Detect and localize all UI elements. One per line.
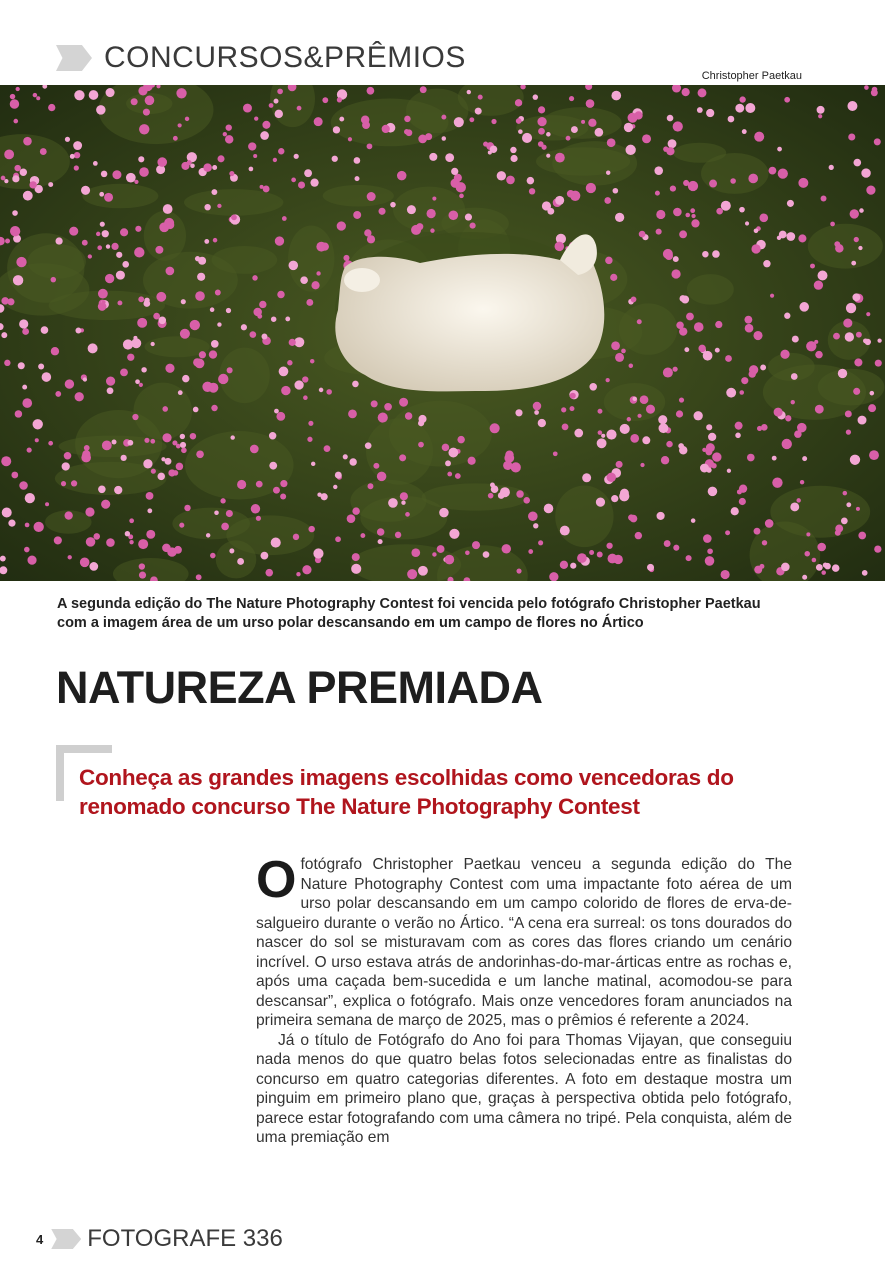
section-header [56, 38, 466, 78]
paragraph-2: Já o título de Fotógrafo do Ano foi para Thomas Vijayan, que conseguiu nada menos do que quatro belas fotos selecionadas entre as finalistas do concurso em quatro categorias diferentes. A foto em destaque mostra um pinguim em primeiro plano que, graças à perspectiva obtida pelo fotógrafo, parece estar fotografando com uma câmera no tripé. Pela conquista, além de uma premiação em [256, 1031, 792, 1146]
section-title: CONCURSOS&PRÊMIOS [104, 41, 466, 74]
paragraph-1 [256, 851, 792, 1031]
article-deck: Conheça as grandes imagens escolhidas como vencedoras do renomado concurso The Nature Photography Contest [79, 765, 734, 819]
drop-cap: O [256, 851, 297, 909]
article-headline: NATUREZA PREMIADA [56, 662, 543, 713]
photo-credit: Christopher Paetkau [701, 70, 802, 82]
polar-bear-flowers-photo [0, 85, 885, 581]
page-number: 4 [36, 1231, 44, 1247]
paragraph-1-text: fotógrafo Christopher Paetkau venceu a segunda edição do The Nature Photography Contest com uma impactante foto aérea de um urso polar descansando em um campo colorido de flores de erva-de-salgueiro durante o verão no Ártico. “A cena era surreal: os tons dourados do nascer do sol se misturavam com as cores das flores criando um cenário incrível. O urso estava atrás de andorinhas-do-mar-árticas entre as rochas e, após uma caçada bem-sucedida e um lanche matinal, acomodou-se para descansar”, explica o fotógrafo. Mais onze vencedores foram anunciados na primeira semana de março de 2025, mas o prêmios é referente a 2024. [256, 856, 792, 1029]
photo-caption: A segunda edição do The Nature Photography Contest foi vencida pelo fotógrafo Christopher Paetkau com a imagem área de um urso polar descansando em um campo de flores no Ártico [57, 596, 761, 631]
article-body [256, 851, 792, 1148]
polar-bear [335, 232, 605, 391]
chevron-icon [51, 1229, 81, 1249]
magazine-title: FOTOGRAFE 336 [87, 1225, 283, 1252]
page-footer [36, 1224, 283, 1254]
chevron-icon [56, 45, 92, 71]
